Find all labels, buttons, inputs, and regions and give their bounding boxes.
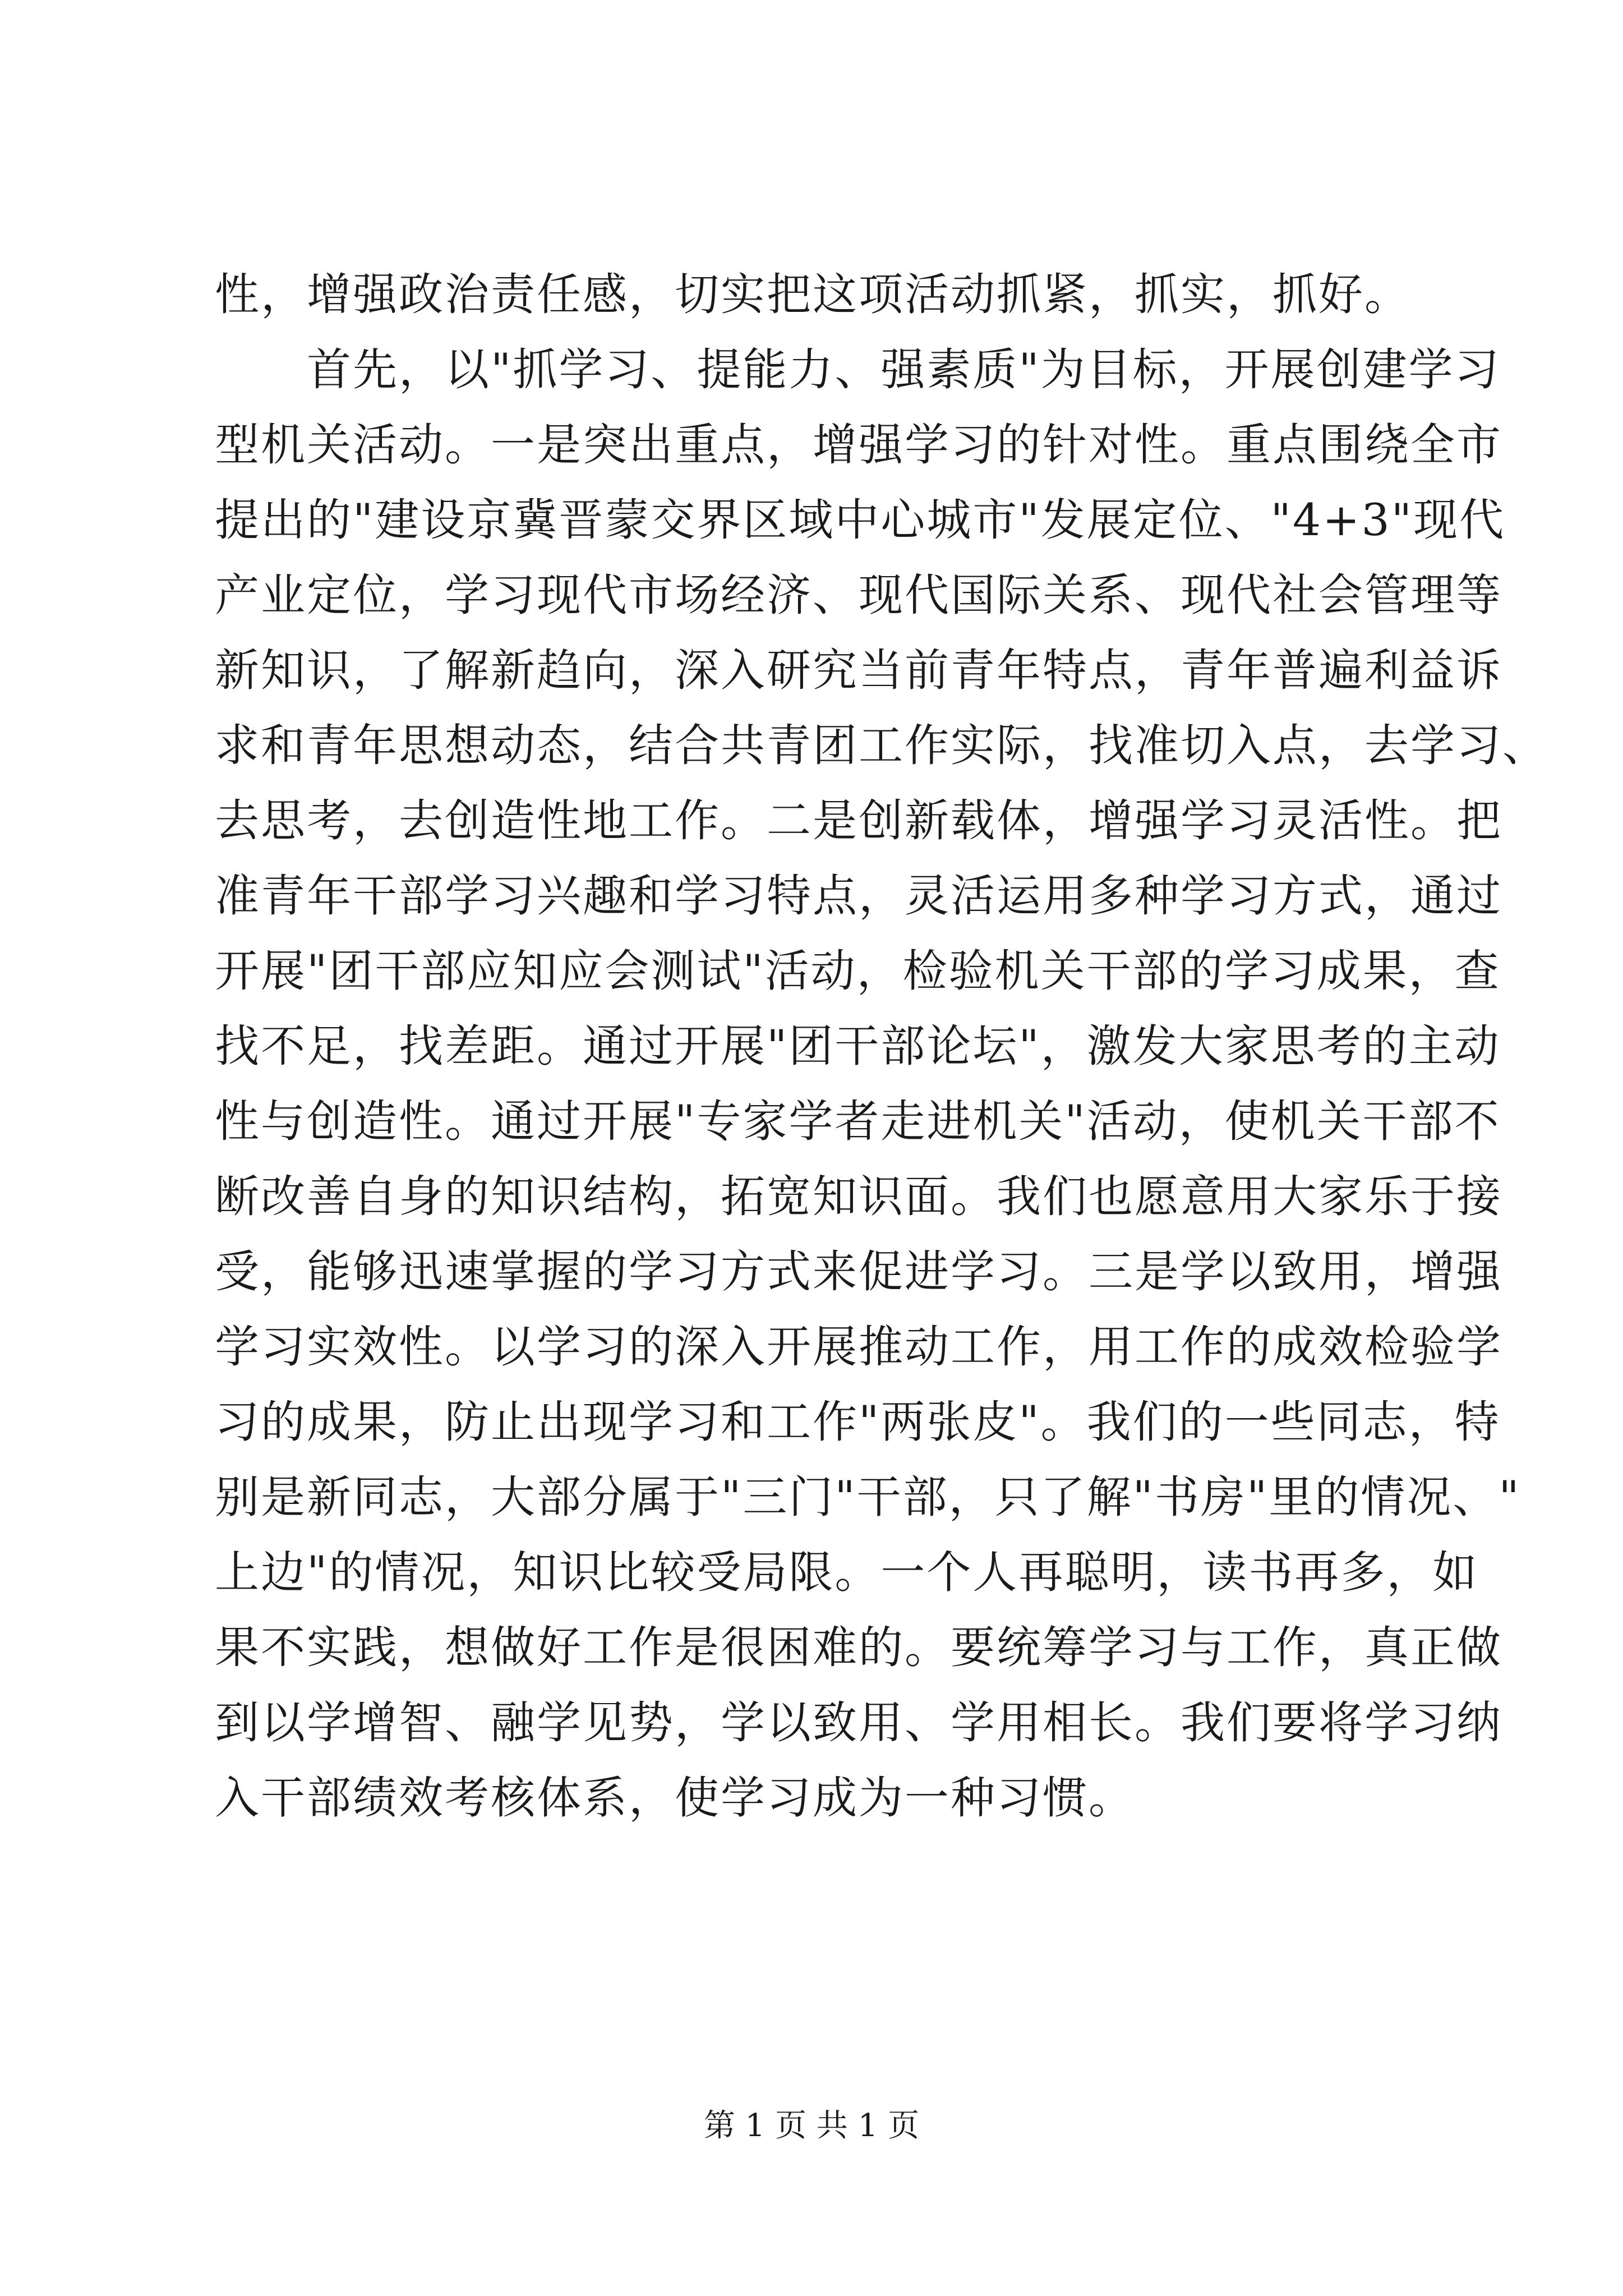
text-line: 上边"的情况，知识比较受局限。一个人再聪明，读书再多，如 <box>215 1547 1479 1598</box>
text-line: 产业定位，学习现代市场经济、现代国际关系、现代社会管理等 <box>215 569 1502 621</box>
text-line: 受，能够迅速掌握的学习方式来促进学习。三是学以致用，增强 <box>215 1246 1502 1297</box>
page-footer <box>0 2104 1623 2148</box>
document-body <box>215 257 1548 1835</box>
text-line: 型机关活动。一是突出重点，增强学习的针对性。重点围绕全市 <box>215 419 1502 471</box>
text-line: 首先，以"抓学习、提能力、强素质"为目标，开展创建学习 <box>215 344 1501 395</box>
text-line: 找不足，找差距。通过开展"团干部论坛"，激发大家思考的主动 <box>215 1020 1501 1072</box>
text-line: 习的成果，防止出现学习和工作"两张皮"。我们的一些同志，特 <box>215 1396 1501 1448</box>
text-line: 求和青年思想动态，结合共青团工作实际，找准切入点，去学习、 <box>215 720 1548 771</box>
page-number-label: 第 1 页 共 1 页 <box>703 2108 920 2144</box>
text-line: 果不实践，想做好工作是很困难的。要统筹学习与工作，真正做 <box>215 1622 1502 1673</box>
text-line: 性与创造性。通过开展"专家学者走进机关"活动，使机关干部不 <box>215 1096 1501 1147</box>
text-line: 去思考，去创造性地工作。二是创新载体，增强学习灵活性。把 <box>215 795 1502 846</box>
text-line: 到以学增智、融学见势，学以致用、学用相长。我们要将学习纳 <box>215 1697 1502 1749</box>
text-line: 新知识，了解新趋向，深入研究当前青年特点，青年普遍利益诉 <box>215 645 1502 696</box>
text-line: 别是新同志，大部分属于"三门"干部，只了解"书房"里的情况、" <box>215 1471 1521 1523</box>
text-line: 入干部绩效考核体系，使学习成为一种习惯。 <box>215 1772 1135 1824</box>
text-line: 断改善自身的知识结构，拓宽知识面。我们也愿意用大家乐于接 <box>215 1171 1502 1222</box>
text-line: 提出的"建设京冀晋蒙交界区域中心城市"发展定位、"4+3"现代 <box>215 494 1506 546</box>
text-line: 准青年干部学习兴趣和学习特点，灵活运用多种学习方式，通过 <box>215 870 1502 922</box>
text-line: 学习实效性。以学习的深入开展推动工作，用工作的成效检验学 <box>215 1321 1502 1373</box>
text-line: 性，增强政治责任感，切实把这项活动抓紧，抓实，抓好。 <box>215 269 1410 320</box>
text-line: 开展"团干部应知应会测试"活动，检验机关干部的学习成果，查 <box>215 945 1501 997</box>
